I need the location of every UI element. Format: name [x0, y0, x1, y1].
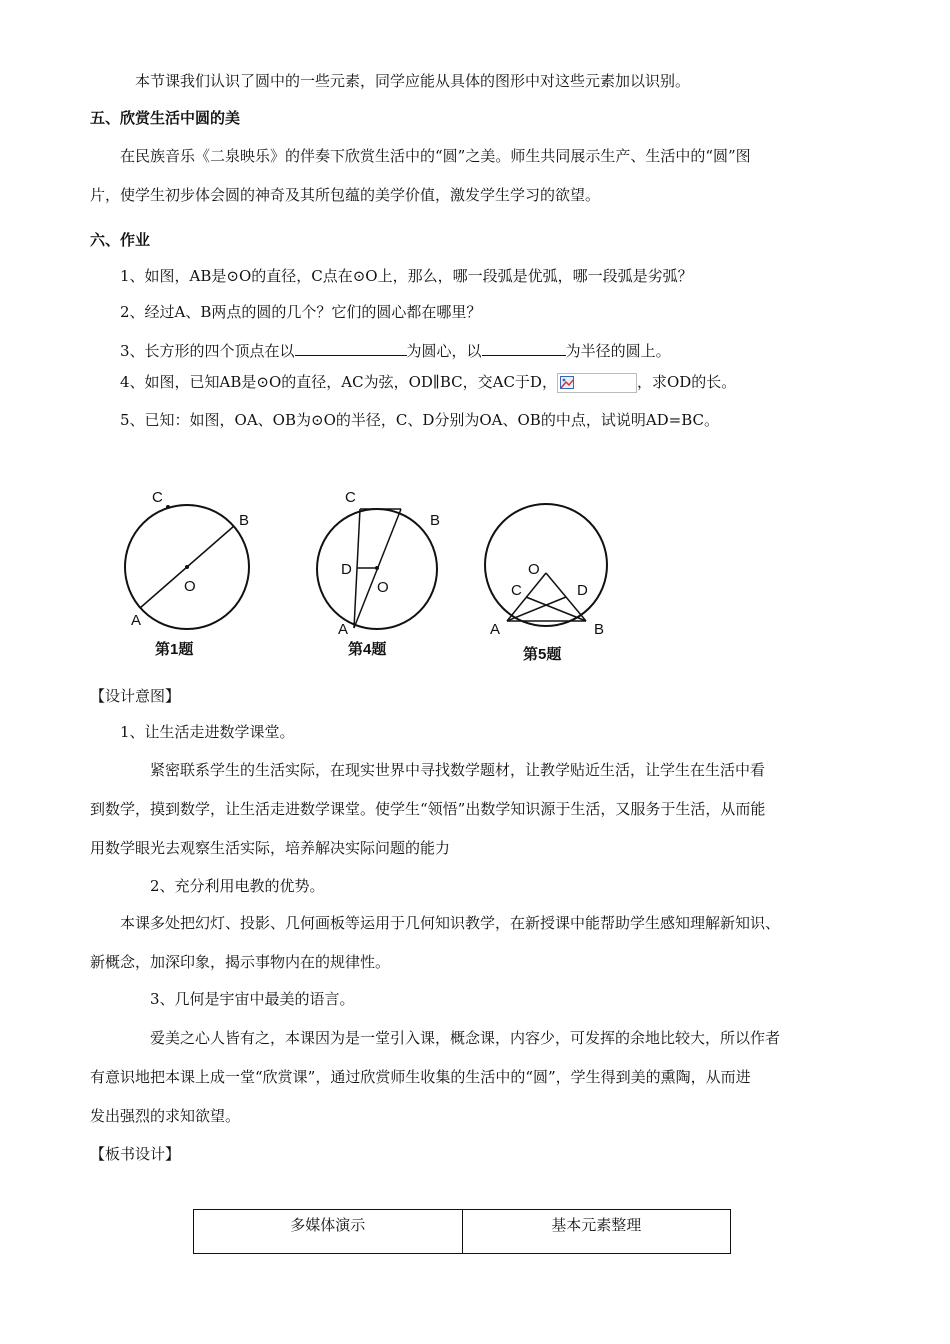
homework-q2: 2、经过A、B两点的圆的几个？它们的圆心都在哪里？	[120, 303, 482, 321]
fig1-caption: 第1题	[155, 641, 194, 658]
section5-para-line1: 在民族音乐《二泉映乐》的伴奏下欣赏生活中的“圆”之美。师生共同展示生产、生活中的“圆”图	[120, 147, 751, 165]
homework-q3	[120, 339, 671, 361]
design-p1-line3: 用数学眼光去观察生活实际，培养解决实际问题的能力	[90, 839, 451, 857]
figure-1	[125, 489, 249, 658]
section5-heading: 五、欣赏生活中圆的美	[90, 109, 241, 127]
figure-5	[485, 504, 607, 663]
board-col-elements: 基本元素整理	[462, 1210, 731, 1254]
table-row	[194, 1210, 731, 1254]
q3-blank-center[interactable]	[295, 339, 407, 356]
fig1-label-b: B	[239, 512, 250, 529]
design-p2-title: 2、充分利用电教的优势。	[150, 877, 325, 895]
formula-image-placeholder	[557, 373, 637, 393]
q3-part-b: 为圆心，以	[406, 342, 482, 360]
design-heading: 【设计意图】	[90, 687, 181, 705]
q3-part-a: 3、长方形的四个顶点在以	[120, 342, 295, 360]
figure-4	[317, 489, 440, 658]
q4-part-b: ，求OD的长。	[636, 373, 737, 391]
intro-text: 本节课我们认识了圆中的一些元素，同学应能从具体的图形中对这些元素加以识别。	[135, 72, 691, 90]
broken-image-icon	[560, 376, 574, 389]
board-heading: 【板书设计】	[90, 1145, 181, 1163]
design-p1-title: 1、让生活走进数学课堂。	[120, 723, 295, 741]
board-design-table	[193, 1209, 731, 1254]
q3-blank-radius[interactable]	[482, 339, 566, 356]
design-p3-line3: 发出强烈的求知欲望。	[90, 1107, 241, 1125]
design-p2-line1: 本课多处把幻灯、投影、几何画板等运用于几何知识教学，在新授课中能帮助学生感知理解新知识、	[120, 914, 781, 932]
homework-q1: 1、如图，AB是⊙O的直径，C点在⊙O上，那么，哪一段弧是优弧，哪一段弧是劣弧？	[120, 267, 693, 285]
design-p2-line2: 新概念，加深印象，揭示事物内在的规律性。	[90, 953, 391, 971]
fig4-caption: 第4题	[348, 641, 387, 658]
fig5-caption: 第5题	[523, 646, 562, 663]
homework-q4	[120, 372, 736, 393]
design-p3-line1: 爱美之心人皆有之，本课因为是一堂引入课，概念课，内容少，可发挥的余地比较大，所以作者	[150, 1029, 781, 1047]
board-col-multimedia: 多媒体演示	[194, 1210, 463, 1254]
design-p1-line2: 到数学，摸到数学，让生活走进数学课堂。使学生“领悟”出数学知识源于生活，又服务于生活，从而能	[90, 800, 766, 818]
section5-para-line2: 片，使学生初步体会圆的神奇及其所包蕴的美学价值，激发学生学习的欲望。	[90, 186, 601, 204]
fig5-label-d: D	[577, 582, 588, 599]
fig1-label-a: A	[131, 612, 142, 629]
q4-part-a: 4、如图，已知AB是⊙O的直径，AC为弦，OD∥BC，交AC于D，	[120, 373, 557, 391]
fig5-label-a: A	[490, 621, 501, 638]
fig4-label-b: B	[430, 512, 441, 529]
homework-q5: 5、已知：如图，OA、OB为⊙O的半径，C、D分别为OA、OB的中点，试说明AD=BC。	[120, 411, 720, 429]
fig5-label-c: C	[511, 582, 522, 599]
fig5-label-b: B	[594, 621, 605, 638]
q3-part-c: 为半径的圆上。	[565, 342, 671, 360]
design-p3-title: 3、几何是宇宙中最美的语言。	[150, 990, 355, 1008]
geometry-figures	[100, 478, 640, 668]
design-p1-line1: 紧密联系学生的生活实际，在现实世界中寻找数学题材，让教学贴近生活，让学生在生活中看	[150, 761, 766, 779]
fig5-label-o: O	[528, 561, 540, 578]
design-p3-line2: 有意识地把本课上成一堂“欣赏课”，通过欣赏师生收集的生活中的“圆”，学生得到美的熏陶，从而进	[90, 1068, 751, 1086]
section6-heading: 六、作业	[90, 231, 151, 249]
fig4-label-c: C	[345, 489, 356, 506]
fig4-label-d: D	[341, 561, 352, 578]
fig4-label-o: O	[377, 579, 389, 596]
fig1-label-o: O	[184, 578, 196, 595]
fig1-label-c: C	[152, 489, 163, 506]
fig4-label-a: A	[338, 621, 349, 638]
